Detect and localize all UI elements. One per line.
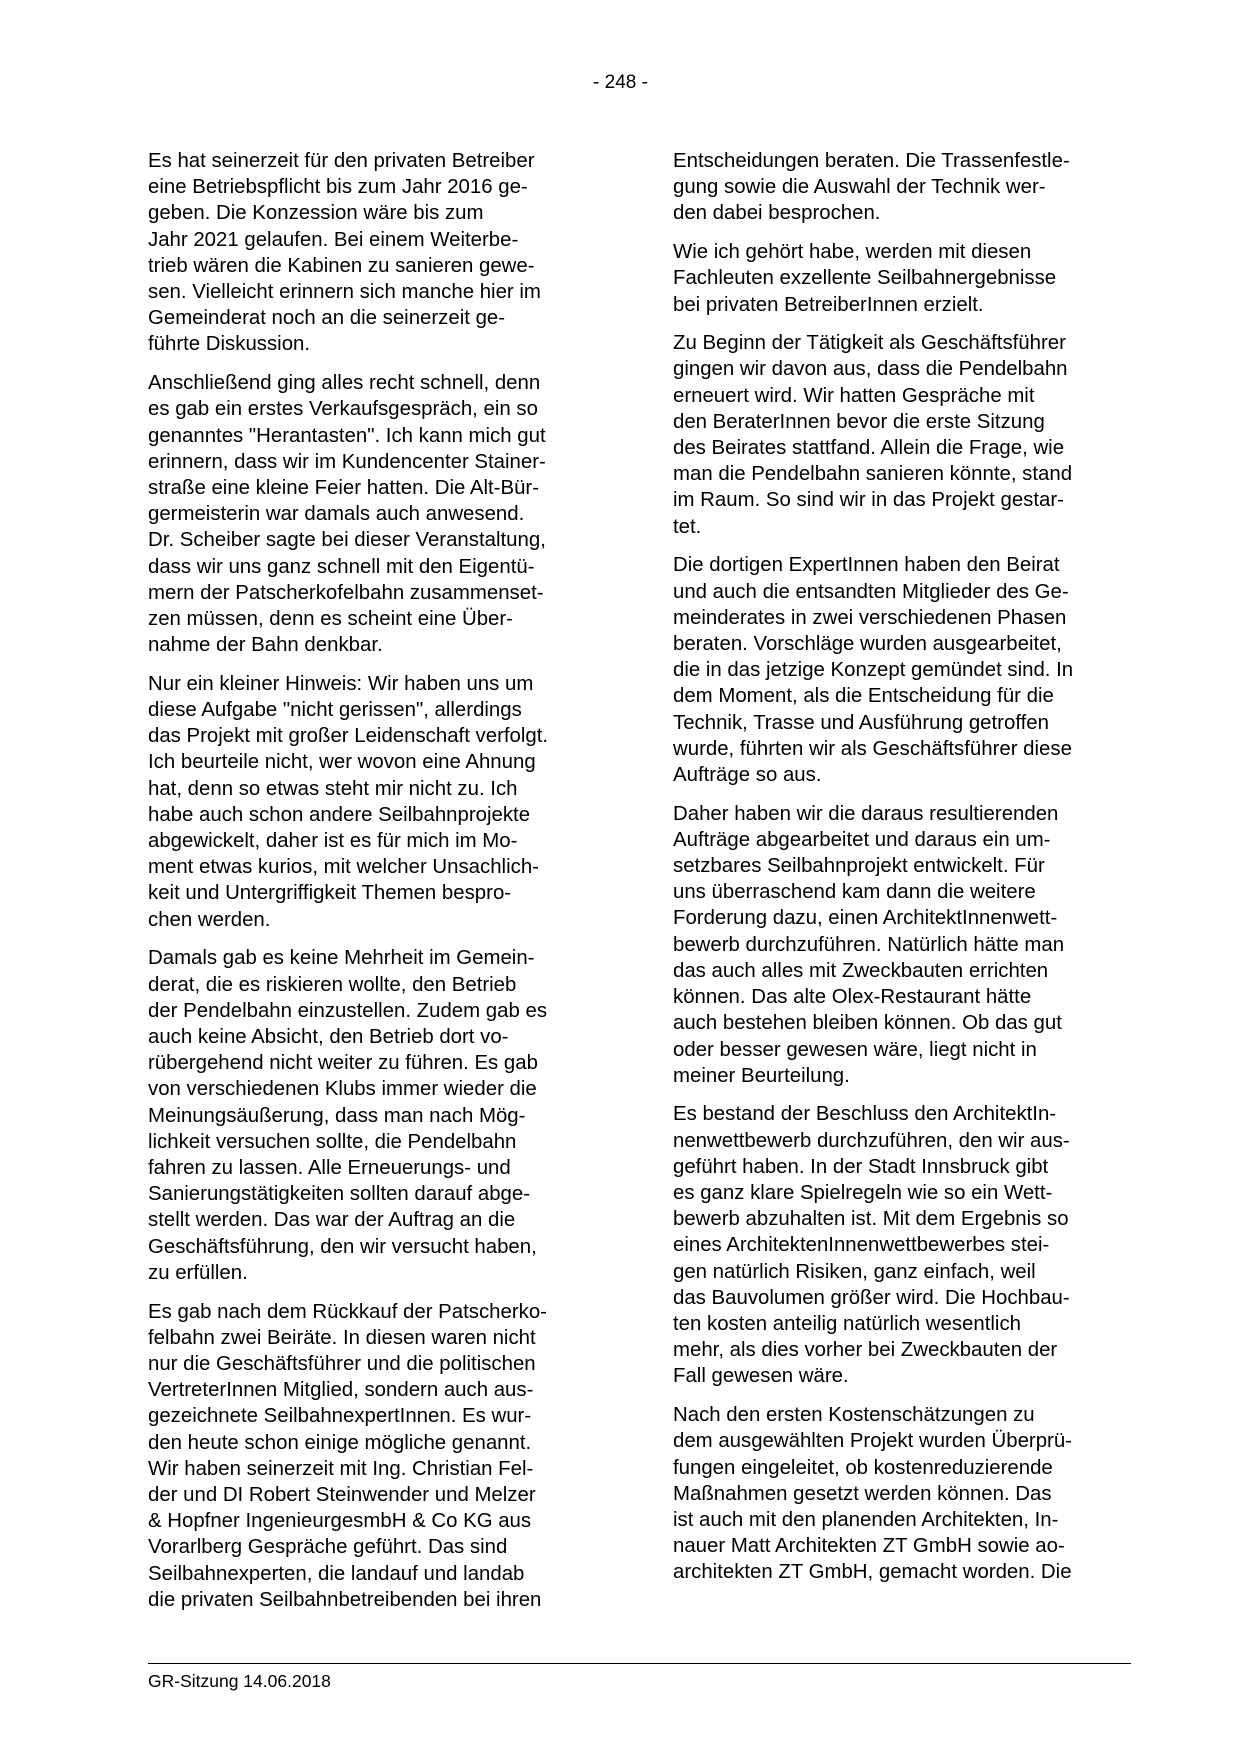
footer-text: GR-Sitzung 14.06.2018 [148,1671,331,1691]
paragraph: Damals gab es keine Mehrheit im Gemein- derat, die es riskieren wollte, den Betrieb der Pendelbahn einzustellen. Zudem gab es auch keine Absicht, den Betrieb dort vo- rübergehend nicht weiter zu führen. Es gab von verschiedenen Klubs immer wieder die Meinungsäußerung, dass man nach Mög- lichkeit versuchen sollte, die Pendelbahn fahren zu lassen. Alle Erneuerungs- und Sanierungstätigkeiten sollten darauf abge- stellt werden. Das war der Auftrag an die Geschäftsführung, den wir versucht haben, zu erfüllen. [148,947,548,1284]
paragraph: Es gab nach dem Rückkauf der Patscherko- felbahn zwei Beiräte. In diesen waren nicht nur die Geschäftsführer und die politischen VertreterInnen Mitglied, sondern auch aus- gezeichnete SeilbahnexpertInnen. Es wur- den heute schon einige mögliche genannt. Wir haben seinerzeit mit Ing. Christian Fel- der und DI Robert Steinwender und Melzer & Hopfner IngenieurgesmbH & Co KG aus Vorarlberg Gespräche geführt. Das sind Seilbahnexperten, die landauf und landab die privaten Seilbahnbetreibenden bei ihren [148,1300,547,1611]
paragraph: Nur ein kleiner Hinweis: Wir haben uns um diese Aufgabe "nicht gerissen", allerdings das Projekt mit großer Leidenschaft verfolgt. Ich beurteile nicht, wer wovon eine Ahnung hat, denn so etwas steht mir nicht zu. Ich habe auch schon andere Seilbahnprojekte abgewickelt, daher ist es für mich im Mo- ment etwas kurios, mit welcher Unsachlich- keit und Untergriffigkeit Themen bespro- chen werden. [148,672,549,931]
paragraph: Es hat seinerzeit für den privaten Betreiber eine Betriebspflicht bis zum Jahr 2016 ge- geben. Die Konzession wäre bis zum Jahr 2021 gelaufen. Bei einem Weiterbe- trieb wären die Kabinen zu sanieren gewe- sen. Vielleicht erinnern sich manche hier im Gemeinderat noch an die seinerzeit ge- führte Diskussion. [148,150,541,356]
paragraph: Nach den ersten Kostenschätzungen zu dem ausgewählten Projekt wurden Überprü- fungen eingeleitet, ob kostenreduzierende Maßnahmen gesetzt werden können. Das ist auch mit den planenden Architekten, In- nauer Matt Architekten ZT GmbH sowie ao- architekten ZT GmbH, gemacht worden. Die [673,1404,1072,1584]
paragraph: Es bestand der Beschluss den ArchitektIn- nenwettbewerb durchzuführen, den wir aus- geführt haben. In der Stadt Innsbruck gibt es ganz klare Spielregeln wie so ein Wett- bewerb abzuhalten ist. Mit dem Ergebnis so eines ArchitektenInnenwettbewerbes stei- gen natürlich Risiken, ganz einfach, weil das Bauvolumen größer wird. Die Hochbau- ten kosten anteilig natürlich wesentlich mehr, als dies vorher bei Zweckbauten der Fall gewesen wäre. [673,1103,1070,1388]
paragraph: Zu Beginn der Tätigkeit als Geschäftsführer gingen wir davon aus, dass die Pendelbahn erneuert wird. Wir hatten Gespräche mit den BeraterInnen bevor die erste Sitzung des Beirates stattfand. Allein die Frage, wie man die Pendelbahn sanieren könnte, stand im Raum. So sind wir in das Projekt gestar- tet. [673,332,1073,538]
footer-divider [148,1663,1131,1664]
left-column [148,148,606,1625]
paragraph: Anschließend ging alles recht schnell, denn es gab ein erstes Verkaufsgespräch, ein so genanntes "Herantasten". Ich kann mich gut erinnern, dass wir im Kundencenter Stainer- straße eine kleine Feier hatten. Die Alt-Bür- germeisterin war damals auch anwesend. Dr. Scheiber sagte bei dieser Veranstaltung, dass wir uns ganz schnell mit den Eigentü- mern der Patscherkofelbahn zusammenset- zen müssen, denn es scheint eine Über- nahme der Bahn denkbar. [148,372,546,657]
paragraph: Daher haben wir die daraus resultierenden Aufträge abgearbeitet und daraus ein um- setzbares Seilbahnprojekt entwickelt. Für uns überraschend kam dann die weitere Forderung dazu, einen ArchitektInnenwett- bewerb durchzuführen. Natürlich hätte man das auch alles mit Zweckbauten errichten können. Das alte Olex-Restaurant hätte auch bestehen bleiben können. Ob das gut oder besser gewesen wäre, liegt nicht in meiner Beurteilung. [673,802,1065,1087]
paragraph: Entscheidungen beraten. Die Trassenfestle- gung sowie die Auswahl der Technik wer- den dabei besprochen. [673,150,1070,225]
page-number: - 248 - [593,72,648,93]
paragraph: Die dortigen ExpertInnen haben den Beirat und auch die entsandten Mitglieder des Ge- meinderates in zwei verschiedenen Phasen beraten. Vorschläge wurden ausgearbeitet, die in das jetzige Konzept gemündet sind. In dem Moment, als die Entscheidung für die Technik, Trasse und Ausführung getroffen wurde, führten wir als Geschäftsführer diese Aufträge so aus. [673,554,1074,786]
right-column [673,148,1131,1598]
paragraph: Wie ich gehört habe, werden mit diesen Fachleuten exzellente Seilbahnergebnisse bei privaten BetreiberInnen erzielt. [673,241,1057,316]
